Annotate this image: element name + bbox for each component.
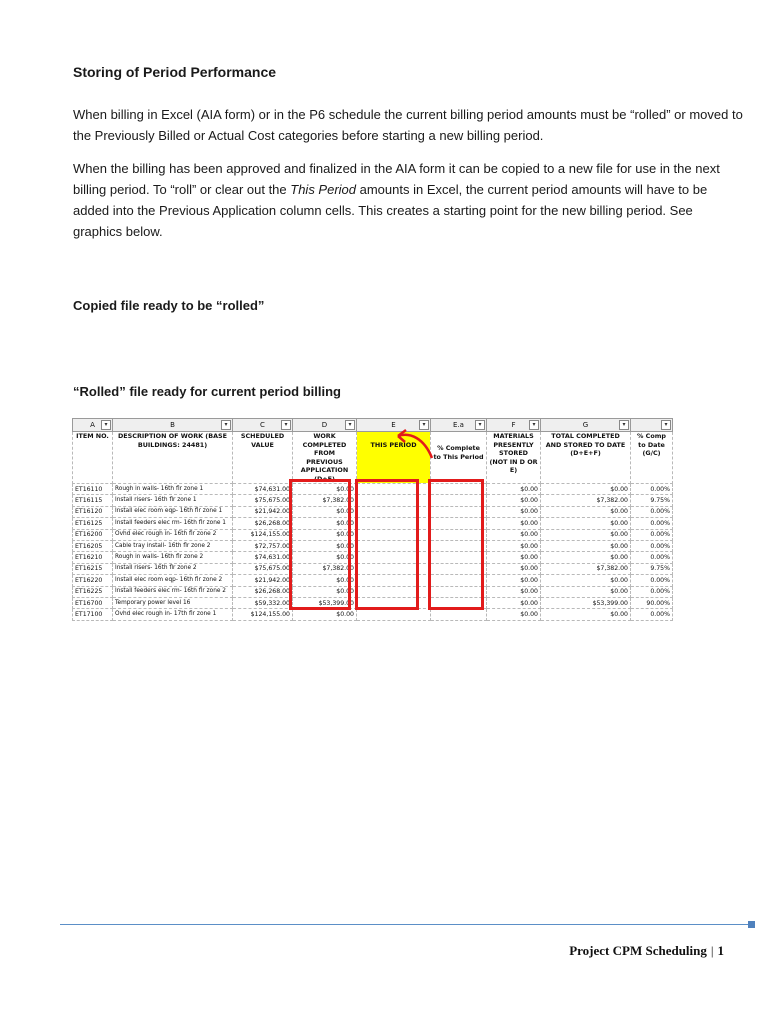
cell-pct-complete[interactable] (431, 609, 487, 620)
header-description: DESCRIPTION OF WORK (BASE BUILDINGS: 24481) (113, 432, 233, 484)
column-letter[interactable]: G ▾ (541, 419, 631, 432)
cell-previous[interactable]: $0.00 (293, 518, 357, 529)
cell-item[interactable]: ET16205 (73, 540, 113, 551)
spreadsheet-screenshot (72, 418, 672, 618)
footer-divider (60, 924, 750, 925)
cell-scheduled[interactable]: $74,631.00 (233, 552, 293, 563)
header-from-previous (293, 432, 357, 484)
cell-description[interactable]: Rough in walls- 16th flr zone 1 (113, 484, 233, 495)
filter-dropdown-icon[interactable]: ▾ (475, 420, 485, 430)
filter-dropdown-icon[interactable]: ▾ (419, 420, 429, 430)
cell-scheduled[interactable]: $124,155.00 (233, 529, 293, 540)
cell-description[interactable]: Cable tray install- 16th flr zone 2 (113, 540, 233, 551)
header-item: ITEM NO. (73, 432, 113, 484)
cell-previous[interactable]: $0.00 (293, 506, 357, 517)
cell-total[interactable]: $0.00 (541, 586, 631, 597)
filter-dropdown-icon[interactable]: ▾ (661, 420, 671, 430)
cell-scheduled[interactable]: $21,942.00 (233, 506, 293, 517)
footer-marker-icon (748, 921, 755, 928)
cell-scheduled[interactable]: $72,757.00 (233, 540, 293, 551)
cell-previous[interactable]: $53,399.00 (293, 597, 357, 608)
cell-scheduled[interactable]: $21,942.00 (233, 575, 293, 586)
cell-description[interactable]: Install feeders elec rm- 16th flr zone 1 (113, 518, 233, 529)
cell-pct-comp[interactable]: 9.75% (631, 563, 673, 574)
column-letter[interactable]: F ▾ (487, 419, 541, 432)
cell-item[interactable]: ET17100 (73, 609, 113, 620)
cell-description[interactable]: Temporary power level 16 (113, 597, 233, 608)
column-letter[interactable]: E.a ▾ (431, 419, 487, 432)
cell-description[interactable]: Install risers- 16th flr zone 1 (113, 495, 233, 506)
subheading-rolled-file: “Rolled” file ready for current period billing (73, 384, 341, 399)
header-this-period-text: THIS PERIOD (370, 440, 417, 449)
page-title: Storing of Period Performance (73, 64, 277, 80)
filter-dropdown-icon[interactable]: ▾ (529, 420, 539, 430)
table-row (73, 609, 673, 620)
cell-this-period[interactable] (357, 609, 431, 620)
page-footer (569, 943, 724, 959)
cell-materials[interactable]: $0.00 (487, 609, 541, 620)
cell-item[interactable]: ET16210 (73, 552, 113, 563)
column-letter[interactable]: E ▾ (357, 419, 431, 432)
cell-materials[interactable]: $0.00 (487, 540, 541, 551)
paragraph-text-part2: amounts in Excel, the current period amounts will have to be added into the Previous Application column cells. This creates a starting point for the new billing period. See graphics below. (73, 182, 708, 239)
header-pct-comp: % Comp to Date (G/C) (631, 432, 673, 484)
cell-item[interactable]: ET16225 (73, 586, 113, 597)
page-number: 1 (717, 943, 724, 958)
paragraph-text-part1: When the billing has been approved and finalized in the AIA form it can be copied to a new file for use in the next billing period. To “roll” or clear out the (73, 161, 720, 197)
cell-materials[interactable]: $0.00 (487, 506, 541, 517)
pct-complete-highlight (428, 479, 484, 610)
cell-item[interactable]: ET16120 (73, 506, 113, 517)
cell-total[interactable]: $53,399.00 (541, 597, 631, 608)
cell-total[interactable]: $0.00 (541, 609, 631, 620)
cell-description[interactable]: Ovhd elec rough in- 16th flr zone 2 (113, 529, 233, 540)
cell-description[interactable]: Install elec room eqp- 16th flr zone 2 (113, 575, 233, 586)
header-pct-complete-text: % Complete to This Period (433, 444, 484, 461)
cell-materials[interactable]: $0.00 (487, 586, 541, 597)
cell-total[interactable]: $7,382.00 (541, 563, 631, 574)
cell-total[interactable]: $0.00 (541, 552, 631, 563)
cell-item[interactable]: ET16110 (73, 484, 113, 495)
cell-item[interactable]: ET16115 (73, 495, 113, 506)
cell-pct-comp[interactable]: 0.00% (631, 484, 673, 495)
cell-materials[interactable]: $0.00 (487, 597, 541, 608)
cell-total[interactable]: $0.00 (541, 540, 631, 551)
header-materials: MATERIALS PRESENTLY STORED (NOT IN D OR E) (487, 432, 541, 484)
cell-pct-comp[interactable]: 0.00% (631, 506, 673, 517)
this-period-highlight (355, 479, 419, 610)
cell-previous[interactable]: $0.00 (293, 609, 357, 620)
cell-scheduled[interactable]: $74,631.00 (233, 484, 293, 495)
cell-total[interactable]: $0.00 (541, 484, 631, 495)
curved-arrow-icon (382, 418, 452, 478)
cell-description[interactable]: Ovhd elec rough in- 17th flr zone 1 (113, 609, 233, 620)
header-total: TOTAL COMPLETED AND STORED TO DATE (D+E+F) (541, 432, 631, 484)
cell-scheduled[interactable]: $75,675.00 (233, 563, 293, 574)
column-letter-row (73, 419, 673, 432)
cell-item[interactable]: ET16215 (73, 563, 113, 574)
footer-label: Project CPM Scheduling (569, 943, 707, 958)
cell-previous[interactable]: $0.00 (293, 484, 357, 495)
cell-description[interactable]: Install elec room eqp- 16th flr zone 1 (113, 506, 233, 517)
cell-materials[interactable]: $0.00 (487, 484, 541, 495)
cell-pct-comp[interactable]: 0.00% (631, 586, 673, 597)
paragraph-rolling-intro: When billing in Excel (AIA form) or in the P6 schedule the current billing period amounts must be “rolled” or moved to the Previously Billed or Actual Cost categories before starting a new billing period. (73, 107, 743, 143)
cell-total[interactable]: $0.00 (541, 529, 631, 540)
cell-pct-comp[interactable]: 0.00% (631, 552, 673, 563)
filter-dropdown-icon[interactable]: ▾ (101, 420, 111, 430)
column-letter[interactable] (631, 419, 673, 432)
cell-description[interactable]: Install feeders elec rm- 16th flr zone 2 (113, 586, 233, 597)
cell-materials[interactable]: $0.00 (487, 495, 541, 506)
cell-materials[interactable]: $0.00 (487, 529, 541, 540)
previous-application-highlight (289, 479, 351, 610)
cell-scheduled[interactable]: $26,268.00 (233, 586, 293, 597)
filter-dropdown-icon[interactable]: ▾ (345, 420, 355, 430)
cell-materials[interactable]: $0.00 (487, 575, 541, 586)
cell-item[interactable]: ET16700 (73, 597, 113, 608)
cell-pct-comp[interactable]: 0.00% (631, 540, 673, 551)
column-letter[interactable]: C ▾ (233, 419, 293, 432)
column-letter[interactable]: A ▾ (73, 419, 113, 432)
footer-separator: | (710, 943, 714, 958)
cell-materials[interactable]: $0.00 (487, 518, 541, 529)
header-row (73, 432, 673, 484)
cell-pct-comp[interactable]: 0.00% (631, 575, 673, 586)
cell-previous[interactable]: $0.00 (293, 540, 357, 551)
cell-total[interactable]: $0.00 (541, 575, 631, 586)
cell-total[interactable]: $7,382.00 (541, 495, 631, 506)
header-work-completed: WORK COMPLETED (302, 432, 347, 449)
cell-previous[interactable]: $0.00 (293, 552, 357, 563)
cell-pct-comp[interactable]: 0.00% (631, 529, 673, 540)
cell-scheduled[interactable]: $26,268.00 (233, 518, 293, 529)
cell-description[interactable]: Install risers- 16th flr zone 2 (113, 563, 233, 574)
cell-previous[interactable]: $7,382.00 (293, 495, 357, 506)
cell-item[interactable]: ET16200 (73, 529, 113, 540)
column-letter[interactable]: B ▾ (113, 419, 233, 432)
cell-previous[interactable]: $7,382.00 (293, 563, 357, 574)
cell-total[interactable]: $0.00 (541, 506, 631, 517)
cell-previous[interactable]: $0.00 (293, 586, 357, 597)
cell-pct-comp[interactable]: 0.00% (631, 609, 673, 620)
cell-materials[interactable]: $0.00 (487, 563, 541, 574)
paragraph-rolling-steps (73, 158, 745, 242)
cell-description[interactable]: Rough in walls- 16th flr zone 2 (113, 552, 233, 563)
paragraph-italic-this-period: This Period (290, 182, 357, 197)
cell-pct-comp[interactable]: 9.75% (631, 495, 673, 506)
cell-total[interactable]: $0.00 (541, 518, 631, 529)
cell-item[interactable]: ET16125 (73, 518, 113, 529)
cell-previous[interactable]: $0.00 (293, 575, 357, 586)
filter-dropdown-icon[interactable]: ▾ (221, 420, 231, 430)
cell-pct-comp[interactable]: 90.00% (631, 597, 673, 608)
cell-scheduled[interactable]: $124,155.00 (233, 609, 293, 620)
filter-dropdown-icon[interactable]: ▾ (619, 420, 629, 430)
filter-dropdown-icon[interactable]: ▾ (281, 420, 291, 430)
header-from-previous-text: FROM PREVIOUS APPLICATION (D+E) (300, 449, 349, 483)
cell-materials[interactable]: $0.00 (487, 552, 541, 563)
cell-scheduled[interactable]: $59,332.00 (233, 597, 293, 608)
column-letter[interactable]: D ▾ (293, 419, 357, 432)
cell-scheduled[interactable]: $75,675.00 (233, 495, 293, 506)
subheading-copied-file: Copied file ready to be “rolled” (73, 298, 265, 313)
cell-pct-comp[interactable]: 0.00% (631, 518, 673, 529)
cell-previous[interactable]: $0.00 (293, 529, 357, 540)
header-scheduled: SCHEDULED VALUE (233, 432, 293, 484)
cell-item[interactable]: ET16220 (73, 575, 113, 586)
